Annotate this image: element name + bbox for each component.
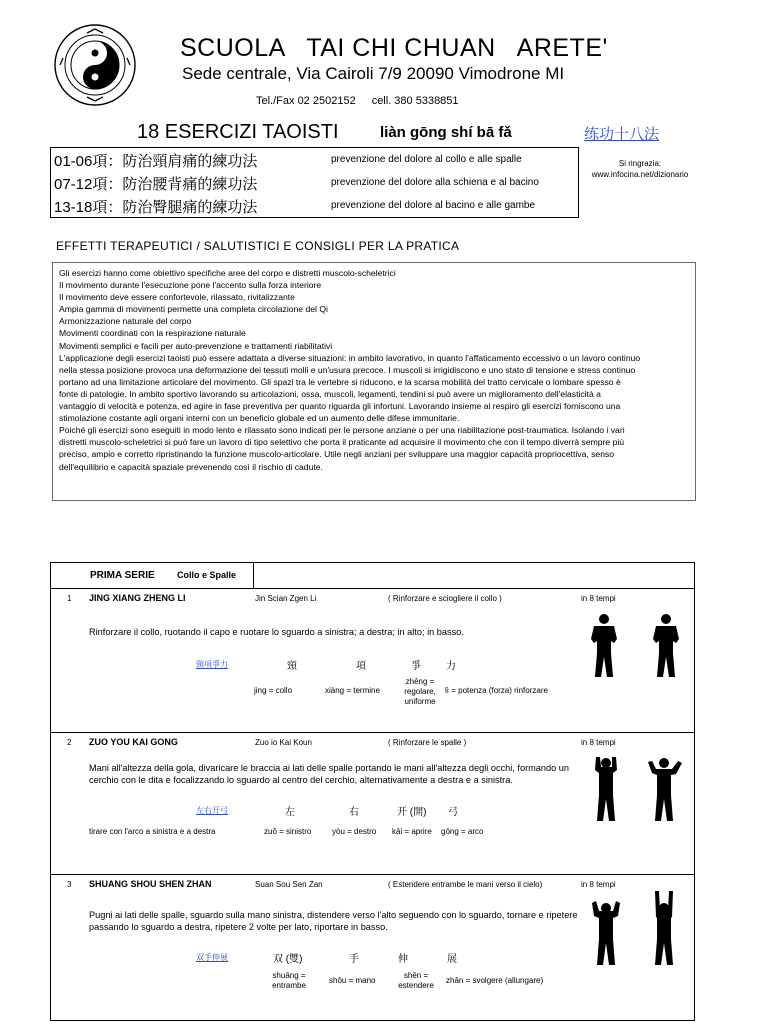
exercise-chinese-link[interactable]: 左右开弓 [196, 806, 228, 815]
chinese-character: 手 [349, 954, 359, 965]
effects-line: vantaggio di velocità e potenza, ed agire in fase preventiva per quanto riguarda gli infortuni. Lavorando insieme al respiro gli esercizi forniscono una [59, 401, 621, 412]
exercise-number: 1 [67, 594, 72, 603]
series-row [51, 194, 578, 217]
effects-line: Il movimento durante l'esecuzione pone l'accento sulla forza interiore [59, 280, 322, 291]
character-gloss: shuāng = entrambe [272, 971, 306, 990]
chinese-character: 展 [447, 954, 457, 965]
character-gloss: shēn = estendere [398, 971, 434, 990]
series-description: prevenzione del dolore alla schiena e al bacino [331, 177, 539, 188]
effects-line: Poiché gli esercizi sono eseguiti in modo lento e rilassato sono indicati per le persone anziane o per una riabilitazione post-traumatica. Isolando i vari [59, 425, 625, 436]
series-range: 07-12項：防治腰背痛的練功法 [54, 176, 258, 193]
acknowledgement [590, 158, 690, 180]
chinese-character: 項 [356, 661, 366, 672]
acknowledgement-url: www.infocina.net/dizionario [591, 170, 689, 179]
exercise-number: 2 [67, 738, 72, 747]
effects-line: dell'equilibrio e capacità spaziale prevenendo così il rischio di cadute. [59, 461, 323, 472]
chinese-character: 頸 [287, 661, 297, 672]
telfax: Tel./Fax 02 2502152 [256, 95, 356, 107]
effects-line: nella stessa posizione provoca una deformazione dei tessuti molli e un'usura precoce. I muscoli si irrigidiscono e uno stato di tensione e stress continuo [59, 364, 636, 375]
exercise-meaning: ( Rinforzare e sciogliere il collo ) [388, 594, 502, 603]
pinyin-title: liàn gōng shí bā fǎ [380, 124, 512, 141]
exercise-name: SHUANG SHOU SHEN ZHAN [89, 879, 212, 889]
effects-line: stimolazione costante agli organi interni con un beneficio globale ed un aumento delle difese immunitarie. [59, 413, 460, 424]
exercise-pronunciation: Suan Sou Sen Zan [255, 880, 323, 889]
chinese-character: 开 (開) [397, 807, 427, 818]
exercise-footnote: tirare con l'arco a sinistra e a destra [89, 827, 216, 836]
series-range: 01-06項：防治頸肩痛的練功法 [54, 153, 258, 170]
character-gloss: zhǎn = svolgere (allungare) [446, 976, 544, 985]
acknowledgement-label: Si ringrazia: [618, 159, 662, 168]
character-gloss: xiàng = termine [325, 686, 380, 695]
exercise-2-figure [586, 753, 686, 825]
effects-line: preciso, ampio e corretto ripristinando la funzione muscolo-articolare. Utile negli anziani per sviluppare una maggior capacità propriocettiva, senso [59, 449, 615, 460]
effects-line: L'applicazione degli esercizi taoisti può essere adattata a diverse situazioni: in ambito lavorativo, in quanto l'affaticamento eccessivo o un lavoro continuo [59, 352, 641, 363]
series-row [51, 171, 578, 194]
exercise-1-figure [586, 613, 686, 681]
series-description: prevenzione del dolore al collo e alle spalle [331, 154, 522, 165]
series-header [51, 563, 254, 588]
exercise-name: ZUO YOU KAI GONG [89, 737, 178, 747]
chinese-character: 力 [446, 661, 456, 672]
chinese-character: 弓 [448, 807, 458, 818]
series-summary-box [50, 147, 579, 218]
school-name: SCUOLA TAI CHI CHUAN ARETE' [180, 34, 608, 62]
exercise-tempo: in 8 tempi [581, 594, 616, 603]
character-gloss: shǒu = mano [329, 976, 376, 985]
character-gloss: jing = collo [254, 686, 293, 695]
exercise-row [51, 588, 694, 733]
series-range: 13-18項：防治臀腿痛的練功法 [54, 199, 258, 216]
character-gloss: zuǒ = sinistro [264, 827, 312, 836]
series-subtitle: Collo e Spalle [177, 570, 237, 580]
effects-text [59, 267, 691, 473]
effects-line: Ampia gamma di movimenti permette una completa circolazione del Qi [59, 304, 328, 315]
chinese-character: 伸 [398, 954, 408, 965]
effects-line: fonte di patologie. In ambito sportivo lavorando su articolazioni, ossa, muscoli, legamenti, tendini si può avere un miglioramento dell'elasticità a [59, 388, 601, 399]
effects-line: portano ad una limitazione articolare del movimento. Gli spazi tra le vertebre si riducono, e la scarsa mobilità del tratto cervicale o lombare spesso è [59, 376, 621, 387]
exercise-row [51, 732, 694, 875]
school-address: Sede centrale, Via Cairoli 7/9 20090 Vimodrone MI [182, 64, 565, 83]
exercise-pronunciation: Zuo io Kai Koun [255, 738, 312, 747]
effects-line: Gli esercizi hanno come obiettivo specifiche aree del corpo e distretti muscolo-scheletrici [59, 268, 396, 278]
effects-line: Il movimento deve essere confortevole, rilassato, rivitalizzante [59, 292, 295, 303]
series-title: PRIMA SERIE [90, 570, 155, 581]
chinese-character: 双 (雙) [273, 954, 303, 965]
main-title: 18 ESERCIZI TAOISTI [137, 121, 339, 143]
exercise-meaning: ( Estendere entrambe le mani verso il cielo) [388, 880, 543, 889]
chinese-title-link[interactable]: 练功十八法 [584, 126, 660, 143]
exercise-description: Mani all'altezza della gola, divaricare le braccia ai lati delle spalle portando le mani all'altezza degli occhi, formando un cerchio con le dita e focalizzando lo sguardo al centro del cerchio, alternativamente a destra e a sinistra. [89, 763, 569, 785]
effects-line: Movimenti coordinati con la respirazione naturale [59, 328, 246, 339]
character-gloss: lì = potenza (forza) rinforzare [445, 686, 548, 695]
character-gloss: kāi = aprire [392, 827, 432, 836]
series-row [51, 148, 578, 171]
effects-line: Movimenti semplici e facili per auto-prevenzione e trattamenti riabilitativi [59, 340, 333, 351]
exercise-row [51, 874, 694, 1021]
effects-line: Armonizzazione naturale del corpo [59, 316, 192, 327]
effects-heading: EFFETTI TERAPEUTICI / SALUTISTICI E CONSIGLI PER LA PRATICA [56, 239, 460, 253]
series-description: prevenzione del dolore al bacino e alle gambe [331, 200, 536, 211]
exercise-number: 3 [67, 880, 72, 889]
school-logo [54, 24, 136, 106]
exercise-name: JING XIANG ZHENG LI [89, 593, 186, 603]
chinese-character: 爭 [411, 661, 421, 672]
exercise-pronunciation: Jin Scian Zgen Li [255, 594, 317, 603]
character-gloss: gōng = arco [441, 827, 484, 836]
exercise-chinese-link[interactable]: 頸項爭力 [196, 660, 228, 669]
exercise-3-figure [586, 891, 686, 967]
exercise-meaning: ( Rinforzare le spalle ) [388, 738, 467, 747]
chinese-character: 左 [285, 807, 295, 818]
exercise-description: Rinforzare il collo, ruotando il capo e ruotare lo sguardo a sinistra; a destra; in alto; in basso. [89, 627, 464, 637]
effects-line: distretti muscolo-scheletrici si può fare un lavoro di tipo selettivo che porta il praticante ad acquisire il movimento che con il tempo diverrà sempre più [59, 437, 625, 448]
exercise-table [50, 562, 695, 1021]
contacts [256, 95, 459, 107]
yin-yang-seal-icon [54, 24, 136, 106]
chinese-character: 右 [349, 807, 359, 818]
exercise-tempo: in 8 tempi [581, 738, 616, 747]
character-gloss: zhēng = regolare, uniforme [404, 677, 436, 706]
effects-box [52, 262, 696, 501]
exercise-tempo: in 8 tempi [581, 880, 616, 889]
exercise-description: Pugni ai lati delle spalle, sguardo sulla mano sinistra, distendere verso l'alto seguendo con lo sguardo, tornare e ripetere passando lo sguardo a destra, ripetere 2 volte per lato, riportare in basso. [89, 910, 578, 932]
character-gloss: yòu = destro [332, 827, 377, 836]
cell: cell. 380 5338851 [371, 95, 459, 107]
exercise-chinese-link[interactable]: 双手伸展 [196, 953, 228, 962]
